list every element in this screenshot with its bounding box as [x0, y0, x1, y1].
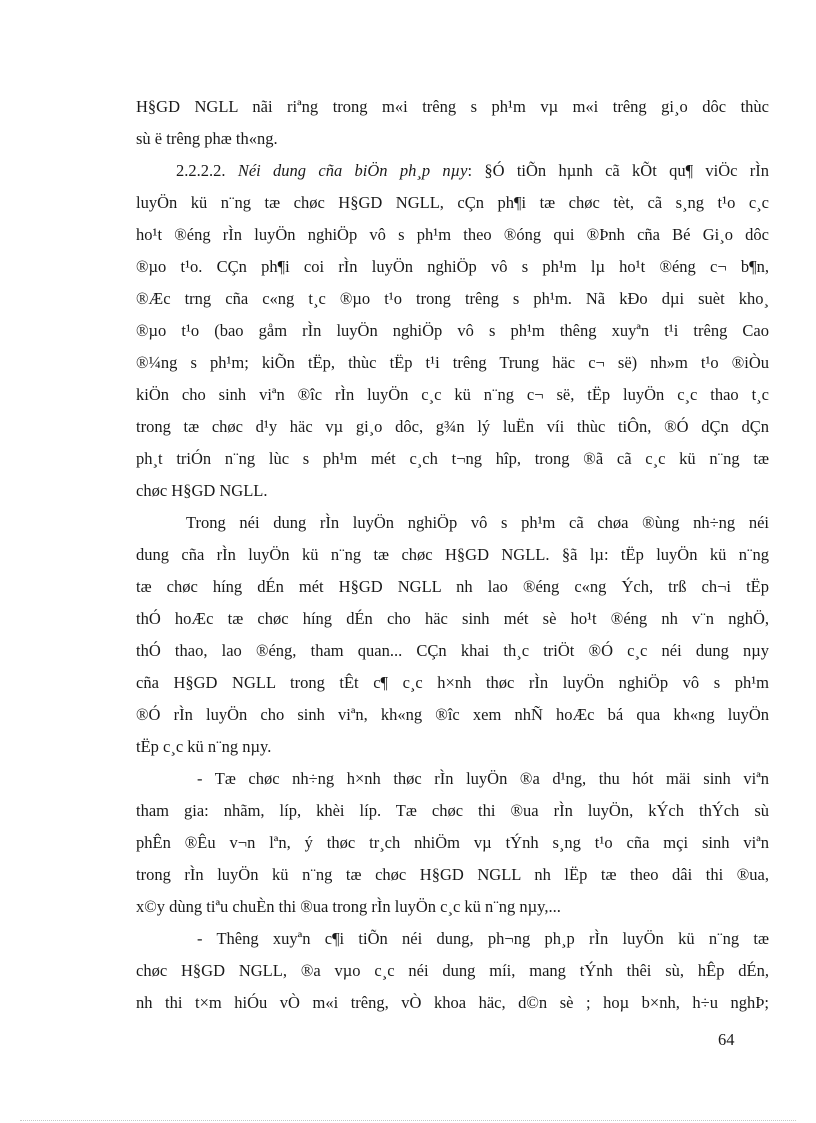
body-line: dung cña rÌn luyÖn kü n¨ng tæ chøc H§GD NGLL. §ã lµ: tËp luyÖn kü n¨ng: [136, 545, 769, 564]
body-line: nh thi t×m hiÓu vÒ m«i trêng, vÒ khoa häc, d©n sè ; hoµ b×nh, h÷u nghÞ;: [136, 993, 769, 1012]
body-line: kiÖn cho sinh viªn ®îc rÌn luyÖn c¸c kü n¨ng c¬ së, tËp luyÖn c¸c thao t¸c: [136, 385, 769, 404]
body-line: trong rÌn luyÖn kü n¨ng tæ chøc H§GD NGLL nh lËp tæ theo dâi thi ®ua,: [136, 865, 769, 884]
body-line: chøc H§GD NGLL, ®a vµo c¸c néi dung míi, mang tÝnh thêi sù, hÊp dÉn,: [136, 961, 769, 980]
bullet-first-line: - Tæ chøc nh÷ng h×nh thøc rÌn luyÖn ®a d¹ng, thu hót mäi sinh viªn: [197, 769, 769, 788]
body-line: x©y dùng tiªu chuÈn thi ®ua trong rÌn luyÖn c¸c kü n¨ng nµy,...: [136, 897, 561, 916]
body-line: thÓ hoÆc tæ chøc híng dÉn cho häc sinh mét sè ho¹t ®éng nh v¨n nghÖ,: [136, 609, 769, 628]
section-title: Néi dung cña biÖn ph¸p nµy: [237, 161, 468, 180]
body-line: H§GD NGLL nãi riªng trong m«i trêng s ph¹m vµ m«i trêng gi¸o dôc thùc: [136, 97, 769, 116]
body-line: luyÖn kü n¨ng tæ chøc H§GD NGLL, cÇn ph¶i tæ chøc tèt, cã s¸ng t¹o c¸c: [136, 193, 769, 212]
body-line: ®Ó rÌn luyÖn cho sinh viªn, kh«ng ®îc xem nhÑ hoÆc bá qua kh«ng luyÖn: [136, 705, 769, 724]
body-line: ®µo t¹o. CÇn ph¶i coi rÌn luyÖn nghiÖp vô s ph¹m lµ ho¹t ®éng c¬ b¶n,: [136, 257, 769, 276]
paragraph-first-line: Trong néi dung rÌn luyÖn nghiÖp vô s ph¹m cã chøa ®ùng nh÷ng néi: [186, 513, 769, 532]
body-line: ho¹t ®éng rÌn luyÖn nghiÖp vô s ph¹m theo ®óng qui ®Þnh cña Bé Gi¸o dôc: [136, 225, 769, 244]
page-number: 64: [718, 1030, 735, 1049]
page-bottom-divider: [20, 1120, 796, 1121]
body-line: ®Æc trng cña c«ng t¸c ®µo t¹o trong trêng s ph¹m. Nã kÐo dµi suèt kho¸: [136, 289, 769, 308]
body-line: ®¼ng s ph¹m; kiÕn tËp, thùc tËp t¹i trêng Trung häc c¬ së) nh»m t¹o ®iÒu: [136, 353, 769, 372]
body-line: ph¸t triÓn n¨ng lùc s ph¹m mét c¸ch t¬ng hîp, trong ®ã cã c¸c kü n¨ng tæ: [136, 449, 769, 468]
body-line: tham gia: nhãm, líp, khèi líp. Tæ chøc thi ®ua rÌn luyÖn, kÝch thÝch sù: [136, 801, 769, 820]
section-heading-line: [176, 161, 769, 181]
body-line: thÓ thao, lao ®éng, tham quan... CÇn khai th¸c triÖt ®Ó c¸c néi dung nµy: [136, 641, 769, 660]
body-line: tæ chøc híng dÉn mét H§GD NGLL nh lao ®éng c«ng Ých, trß ch¬i tËp: [136, 577, 769, 596]
bullet-first-line: - Thêng xuyªn c¶i tiÕn néi dung, ph¬ng ph¸p rÌn luyÖn kü n¨ng tæ: [197, 929, 769, 948]
body-line: sù ë trêng phæ th«ng.: [136, 129, 278, 148]
body-line: ®µo t¹o (bao gåm rÌn luyÖn nghiÖp vô s ph¹m thêng xuyªn t¹i trêng Cao: [136, 321, 769, 340]
body-line: chøc H§GD NGLL.: [136, 481, 268, 500]
body-line: trong tæ chøc d¹y häc vµ gi¸o dôc, g¾n lý luËn víi thùc tiÔn, ®Ó dÇn dÇn: [136, 417, 769, 436]
body-line: phÊn ®Êu v¬n lªn, ý thøc tr¸ch nhiÖm vµ tÝnh s¸ng t¹o cña mçi sinh viªn: [136, 833, 769, 852]
section-number: 2.2.2.2.: [176, 161, 238, 180]
body-line: tËp c¸c kü n¨ng nµy.: [136, 737, 272, 756]
section-heading-continuation: : §Ó tiÕn hµnh cã kÕt qu¶ viÖc rÌn: [467, 161, 769, 180]
body-line: cña H§GD NGLL trong tÊt c¶ c¸c h×nh thøc rÌn luyÖn nghiÖp vô s ph¹m: [136, 673, 769, 692]
